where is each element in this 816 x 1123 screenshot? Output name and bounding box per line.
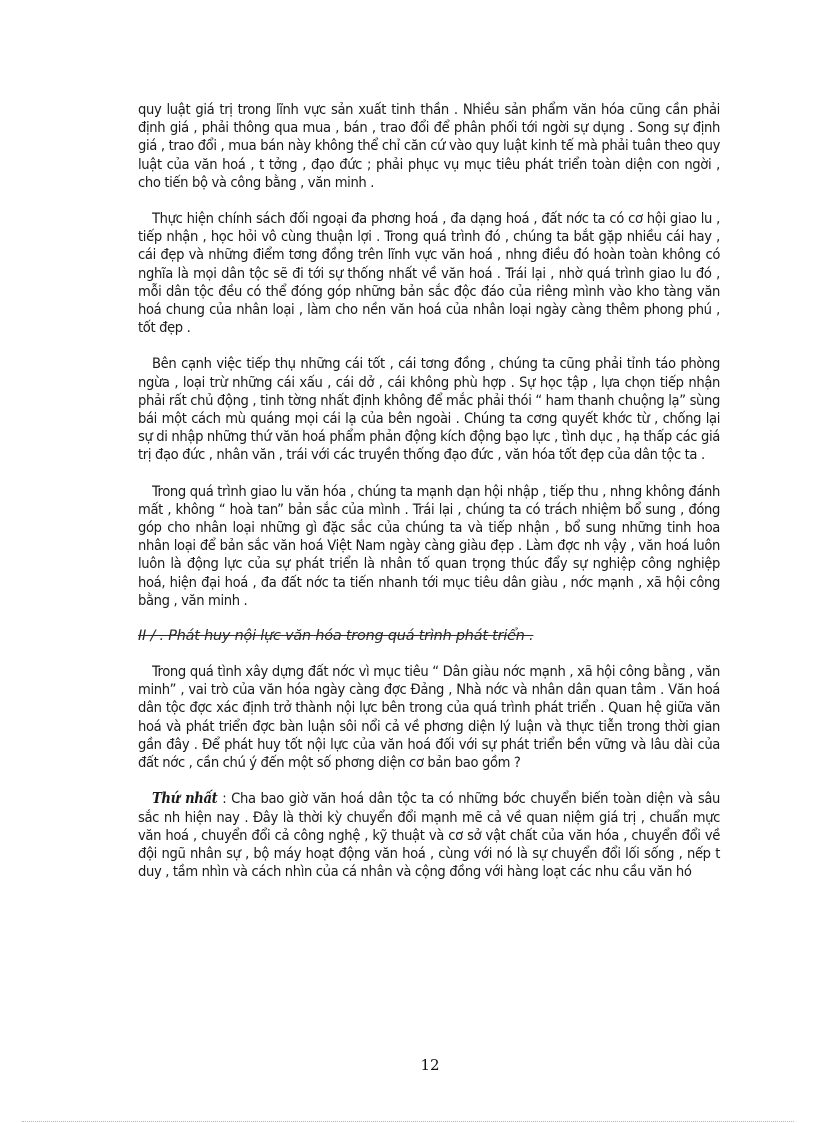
document-page: [138, 101, 720, 881]
section-heading: II / . Phát huy nội lực văn hóa trong quá trình phát triển .: [138, 628, 534, 645]
paragraph-internal-strength: Trong quá tình xây dựng đất nớc vì mục tiêu “ Dân giàu nớc mạnh , xã hội công bằng , văn minh” , vai trò của văn hóa ngày càng đợc Đảng , Nhà nớc và nhân dân quan tâm . Văn hoá dân tộc đợc xác định trở thành nội lực bên trong của quá trình phát triển . Quan hệ giữa văn hoá và phát triển đợc bàn luận sôi nổi cả về phơng diện lý luận và thực tiễn trong thời gian gần đây . Để phát huy tốt nội lực của văn hoá đối với sự phát triển bền vững và lâu dài của đất nớc , cần chú ý đến một số phơng diện cơ bản bao gồm ?: [138, 663, 720, 772]
paragraph-value-law: quy luật giá trị trong lĩnh vực sản xuất tinh thần . Nhiều sản phẩm văn hóa cũng cần phải định giá , phải thông qua mua , bán , trao đổi để phân phối tới ngời sự dụng . Song sự định giá , trao đổi , mua bán này không thể chỉ căn cứ vào quy luật kinh tế mà phải tuân theo quy luật của văn hoá , t tởng , đạo đức ; phải phục vụ mục tiêu phát triển toàn diện con ngời , cho tiến bộ và công bằng , văn minh .: [138, 101, 720, 191]
paragraph-foreign-policy: Thực hiện chính sách đối ngoại đa phơng hoá , đa dạng hoá , đất nớc ta có cơ hội giao lu , tiếp nhận , học hỏi vô cùng thuận lợi . Trong quá trình đó , chúng ta bắt gặp nhiều cái hay , cái đẹp và những điểm tơng đồng trên lĩnh vực văn hoá , nhng điều đó hoàn toàn không có nghĩa là mọi dân tộc sẽ đi tới sự thống nhất về văn hoá . Trái lại , nhờ quá trình giao lu đó , mỗi dân tộc đều có thể đóng góp những bản sắc độc đáo của riêng mình vào kho tàng văn hoá chung của nhân loại , làm cho nền văn hoá của nhân loại ngày càng thêm phong phú , tốt đẹp .: [138, 210, 720, 337]
page-number: 12: [420, 1056, 440, 1074]
paragraph-selective-reception: Bên cạnh việc tiếp thụ những cái tốt , cái tơng đồng , chúng ta cũng phải tỉnh táo phòng ngừa , loại trừ những cái xấu , cái dở , cái không phù hợp . Sự học tập , lựa chọn tiếp nhận phải rất chủ động , tinh tờng nhất định không để mắc phải thói “ ham thanh chuộng lạ” sùng bái một cách mù quáng mọi cái lạ của bên ngoài . Chúng ta cơng quyết khớc từ , chống lại sự di nhập những thứ văn hoá phẩm phản động kích động bạo lực , tình dục , hạ thấp các giá trị đạo đức , nhân văn , trái với các truyền thống đạo đức , văn hóa tốt đẹp của dân tộc ta .: [138, 355, 720, 464]
paragraph-cultural-exchange: Trong quá trình giao lu văn hóa , chúng ta mạnh dạn hội nhập , tiếp thu , nhng không đánh mất , không “ hoà tan” bản sắc của mình . Trái lại , chúng ta có trách nhiệm bổ sung , đóng góp cho nhân loại những gì đặc sắc của chúng ta và tiếp nhận , bổ sung những tinh hoa nhân loại để bản sắc văn hoá Việt Nam ngày càng giàu đẹp . Làm đợc nh vậy , văn hoá luôn luôn là động lực của sự phát triển là nhân tố quan trọng thúc đẩy sự nghiệp công nghiệp hoá, hiện đại hoá , đa đất nớc ta tiến nhanh tới mục tiêu dân giàu , nớc mạnh , xã hội công bằng , văn minh .: [138, 482, 720, 609]
first-point-text: : Cha bao giờ văn hoá dân tộc ta có những bớc chuyển biến toàn diện và sâu sắc nh hiện nay . Đây là thời kỳ chuyển đổi mạnh mẽ cả về quan niệm giá trị , chuẩn mực văn hoá , chuyển đổi cả công nghệ , kỹ thuật và cơ sở vật chất của văn hóa , chuyển đổi về đội ngũ nhân sự , bộ máy hoạt động văn hoá , cùng với nó là sự chuyển đổi lối sống , nếp t duy , tầm nhìn và cách nhìn của cá nhân và cộng đồng với hàng loạt các nhu cầu văn hó: [138, 790, 720, 881]
first-point-lead: Thứ nhất: [152, 790, 218, 808]
page-bottom-divider: [22, 1121, 794, 1122]
paragraph-first-point: [138, 790, 720, 881]
